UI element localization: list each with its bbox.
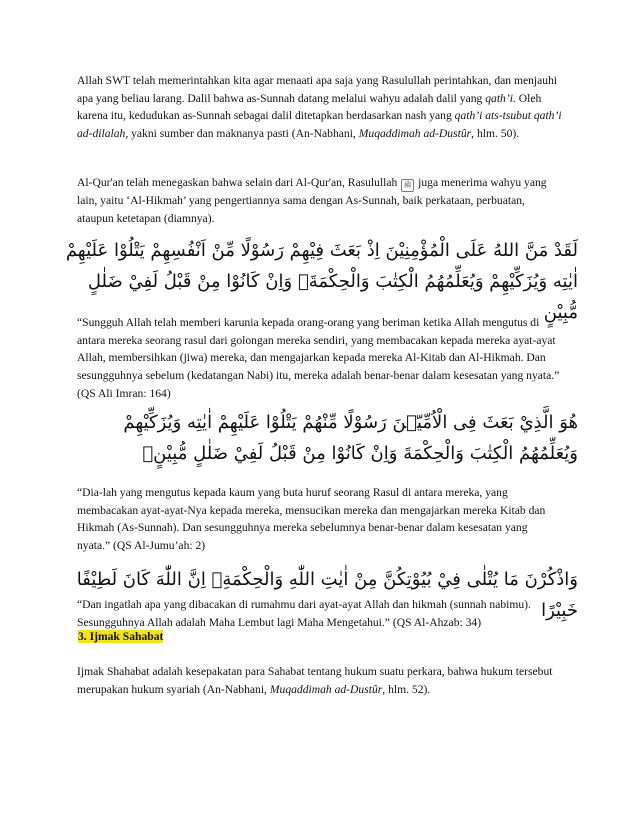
p1-italic-book-title: Muqaddimah ad-Dustûr [358, 127, 472, 141]
section-heading-text: 3. Ijmak Sahabat [78, 630, 164, 643]
section-heading [77, 628, 164, 646]
translation-ali-imran: “Sungguh Allah telah memberi karunia kepada orang-orang yang beriman ketika Allah mengutus di antara mereka seorang rasul dari golongan mereka sendiri, yang membacakan kepada mereka ayat-ayat Allah, membersihkan (jiwa) mereka, dan mengajarkan kepada mereka Al-Kitab dan Al-Hikmah. Dan sesungguhnya sebelum (kedatangan Nabi) itu, mereka adalah benar-benar dalam kesesatan yang nyata.” (QS Ali Imran: 164) [77, 316, 560, 400]
p1-italic-qathi-full: qath’i ats-tsubut qath’i ad-dilalah [77, 109, 562, 141]
p1-italic-qathi: qath’i [485, 91, 513, 105]
paragraph-al-hikmah [77, 174, 563, 227]
translation-al-ahzab: “Dan ingatlah apa yang dibacakan di rumahmu dari ayat-ayat Allah dan hikmah (sunnah nabimu). Sesungguhnya Allah adalah Maha Lembut lagi Maha Mengetahui.” (QS Al-Ahzab: 34) [77, 598, 531, 629]
p1-text-g: , hlm. 50). [471, 127, 520, 141]
section-body-c: , hlm. 52). [382, 682, 431, 696]
p1-text-c: . Oleh karena itu, kedudukan as-Sunnah sebagai dalil ditetapkan berdasarkan nash yang [77, 91, 542, 123]
arabic-verse-al-ahzab: وَاذْكُرْنَ مَا يُتْلٰى فِيْ بُيُوْتِكُنَّ مِنْ اٰيٰتِ اللّٰهِ وَالْحِكْمَةِۗ اِنَّ اللّٰهَ كَانَ لَطِيْفًا خَبِيْرًا [76, 569, 578, 621]
section-body-book-title: Muqaddimah ad-Dustûr [269, 682, 383, 696]
p2-text-b: juga menerima wahyu yang lain, yaitu ‘Al-Hikmah’ yang pengertiannya sama dengan As-Sunnah, baik perkataan, perbuatan, ataupun ketetapan (diamnya). [77, 176, 547, 225]
saw-honorific-icon: ﷺ [401, 179, 414, 192]
section-body-a: Ijmak Shahabat adalah kesepakatan para Sahabat tentang hukum suatu perkara, bahwa hukum tersebut merupakan hukum syariah (An-Nabhani, [77, 665, 553, 696]
p1-text-a: Allah SWT telah memerintahkan kita agar menaati apa saja yang Rasulullah perintahkan, dan menjauhi apa yang beliau larang. Dalil bahwa as-Sunnah datang melalui wahyu adalah dalil yang [77, 74, 558, 105]
paragraph-sunnah-wahyu [77, 72, 563, 143]
arabic-verse-ali-imran: لَقَدْ مَنَّ اللهُ عَلَى الْمُؤْمِنِيْنَ اِذْ بَعَثَ فِيْهِمْ رَسُوْلًا مِّنْ اَنْفُسِهِمْ يَتْلُوْا عَلَيْهِمْ اٰيٰتِه وَيُزَكِّيْهِمْ وَيُعَلِّمُهُمُ الْكِتٰبَ وَالْحِكْمَةَۚ وَاِنْ كَانُوْا مِنْ قَبْلُ لَفِيْ ضَلٰلٍ مُّبِيْنٍ [65, 240, 578, 323]
arabic-verse-al-jumuah: هُوَ الَّذِيْ بَعَثَ فِى الْاُمِّيّٖنَ رَسُوْلًا مِّنْهُمْ يَتْلُوْا عَلَيْهِمْ اٰيٰتِه وَيُزَكِّيْهِمْ وَيُعَلِّمُهُمُ الْكِتٰبَ وَالْحِكْمَةَ وَاِنْ كَانُوْا مِنْ قَبْلُ لَفِيْ ضَلٰلٍ مُّبِيْنٍۙ [123, 412, 578, 464]
p1-text-e: , yakni sumber dan maknanya pasti (An-Nabhani, [125, 127, 359, 141]
translation-al-jumuah: “Dia-lah yang mengutus kepada kaum yang buta huruf seorang Rasul di antara mereka, yang membacakan ayat-ayat-Nya kepada mereka, mensucikan mereka dan mengajarkan mereka Kitab dan Hikmah (As-Sunnah). Dan sesungguhnya mereka sebelumnya benar-benar dalam kesesatan yang nyata.” (QS Al-Jumu’ah: 2) [77, 486, 546, 553]
p2-text-a: Al-Qur'an telah menegaskan bahwa selain dari Al-Qur'an, Rasulullah [77, 176, 398, 189]
paragraph-ijmak-sahabat [77, 663, 563, 698]
